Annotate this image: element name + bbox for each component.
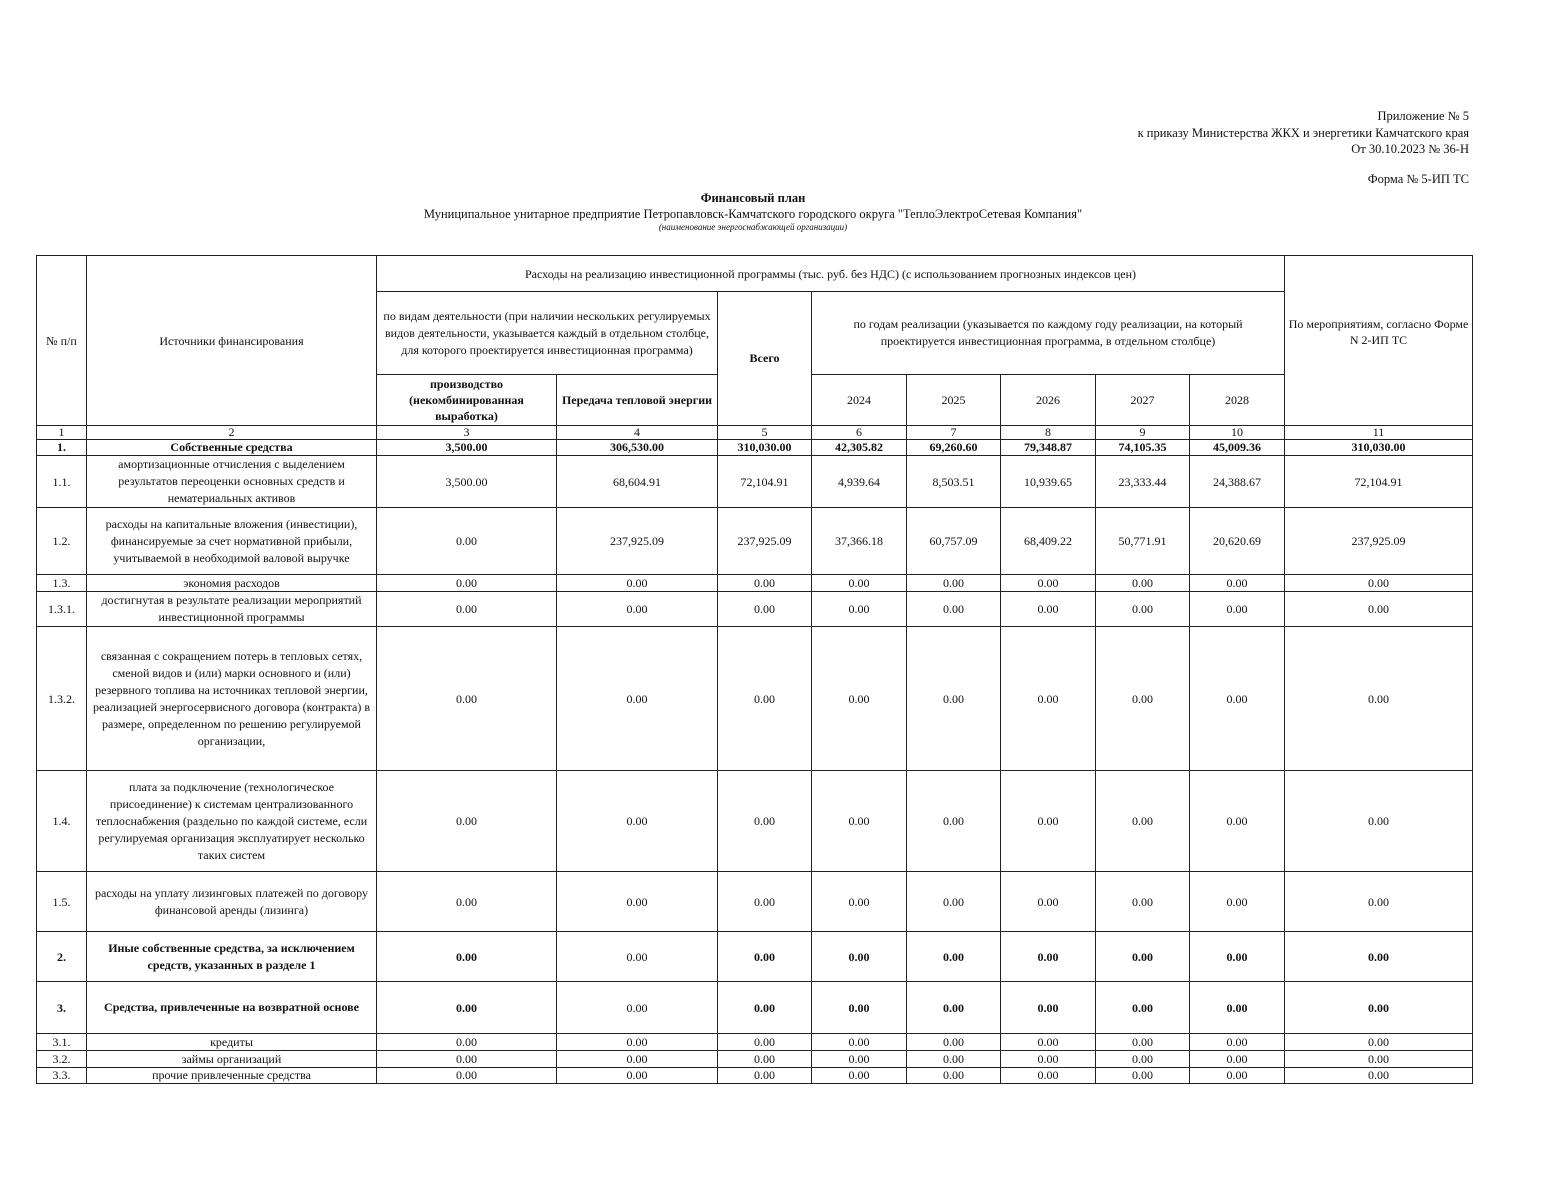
- value-cell: 0.00: [1001, 982, 1096, 1034]
- column-number-cell: 6: [812, 426, 907, 440]
- row-number: 1.: [37, 440, 87, 456]
- value-cell: 0.00: [1190, 771, 1285, 872]
- value-cell: 0.00: [557, 982, 718, 1034]
- order-reference: к приказу Министерства ЖКХ и энергетики Камчатского края: [1137, 125, 1469, 140]
- funding-source-name: Средства, привлеченные на возвратной основе: [87, 982, 377, 1034]
- value-cell: 0.00: [377, 508, 557, 575]
- value-cell: 237,925.09: [557, 508, 718, 575]
- table-row: [37, 982, 1473, 1034]
- row-number: 3.3.: [37, 1068, 87, 1084]
- organization-name: Муниципальное унитарное предприятие Петропавловск-Камчатского городского округа "ТеплоЭлектроСетевая Компания": [423, 207, 1083, 221]
- value-cell: 0.00: [718, 771, 812, 872]
- value-cell: 0.00: [1190, 1034, 1285, 1051]
- header-transmission: Передача тепловой энергии: [557, 375, 718, 426]
- value-cell: 0.00: [1285, 932, 1473, 982]
- value-cell: 0.00: [377, 932, 557, 982]
- value-cell: 72,104.91: [1285, 456, 1473, 508]
- value-cell: 0.00: [1285, 771, 1473, 872]
- value-cell: 0.00: [377, 872, 557, 932]
- value-cell: 60,757.09: [907, 508, 1001, 575]
- value-cell: 0.00: [1190, 872, 1285, 932]
- funding-source-name: расходы на уплату лизинговых платежей по договору финансовой аренды (лизинга): [87, 872, 377, 932]
- funding-source-name: прочие привлеченные средства: [87, 1068, 377, 1084]
- column-number-cell: 7: [907, 426, 1001, 440]
- funding-source-name: кредиты: [87, 1034, 377, 1051]
- column-number-cell: 4: [557, 426, 718, 440]
- column-number-cell: 9: [1096, 426, 1190, 440]
- appendix-label: Приложение № 5: [1377, 109, 1469, 123]
- value-cell: 0.00: [1001, 575, 1096, 592]
- value-cell: 0.00: [812, 592, 907, 627]
- table-row: [37, 1068, 1473, 1084]
- row-number: 1.2.: [37, 508, 87, 575]
- value-cell: 0.00: [907, 771, 1001, 872]
- value-cell: 0.00: [1285, 982, 1473, 1034]
- header-row-1: [37, 256, 1473, 292]
- value-cell: 0.00: [907, 872, 1001, 932]
- value-cell: 0.00: [812, 982, 907, 1034]
- value-cell: 0.00: [1190, 1051, 1285, 1068]
- table-row: [37, 508, 1473, 575]
- value-cell: 0.00: [377, 1051, 557, 1068]
- value-cell: 0.00: [812, 1068, 907, 1084]
- value-cell: 0.00: [1001, 1068, 1096, 1084]
- funding-source-name: достигнутая в результате реализации мероприятий инвестиционной программы: [87, 592, 377, 627]
- value-cell: 0.00: [718, 592, 812, 627]
- value-cell: 0.00: [718, 575, 812, 592]
- column-number-cell: 2: [87, 426, 377, 440]
- value-cell: 0.00: [377, 771, 557, 872]
- value-cell: 0.00: [377, 575, 557, 592]
- header-expenses: Расходы на реализацию инвестиционной программы (тыс. руб. без НДС) (с использованием прогнозных индексов цен): [377, 256, 1285, 292]
- value-cell: 0.00: [1096, 1068, 1190, 1084]
- value-cell: 0.00: [812, 1051, 907, 1068]
- form-number: Форма № 5-ИП ТС: [1367, 172, 1469, 186]
- document-header: [1138, 108, 1469, 158]
- value-cell: 0.00: [1190, 932, 1285, 982]
- value-cell: 0.00: [557, 872, 718, 932]
- value-cell: 310,030.00: [1285, 440, 1473, 456]
- value-cell: 68,409.22: [1001, 508, 1096, 575]
- funding-source-name: Иные собственные средства, за исключением средств, указанных в разделе 1: [87, 932, 377, 982]
- header-year-2024: 2024: [812, 375, 907, 426]
- row-number: 2.: [37, 932, 87, 982]
- table-row: [37, 771, 1473, 872]
- value-cell: 0.00: [377, 627, 557, 771]
- column-number-row: [37, 426, 1473, 440]
- value-cell: 0.00: [1096, 982, 1190, 1034]
- value-cell: 0.00: [377, 982, 557, 1034]
- value-cell: 0.00: [1285, 1068, 1473, 1084]
- value-cell: 24,388.67: [1190, 456, 1285, 508]
- value-cell: 79,348.87: [1001, 440, 1096, 456]
- value-cell: 8,503.51: [907, 456, 1001, 508]
- value-cell: 0.00: [1285, 872, 1473, 932]
- value-cell: 0.00: [907, 627, 1001, 771]
- value-cell: 10,939.65: [1001, 456, 1096, 508]
- value-cell: 0.00: [1096, 932, 1190, 982]
- value-cell: 0.00: [1096, 771, 1190, 872]
- column-number-cell: 3: [377, 426, 557, 440]
- funding-source-name: Собственные средства: [87, 440, 377, 456]
- value-cell: 0.00: [1001, 592, 1096, 627]
- value-cell: 0.00: [1096, 592, 1190, 627]
- value-cell: 0.00: [718, 932, 812, 982]
- value-cell: 0.00: [812, 771, 907, 872]
- value-cell: 0.00: [1096, 627, 1190, 771]
- value-cell: 0.00: [718, 627, 812, 771]
- value-cell: 0.00: [907, 1068, 1001, 1084]
- funding-source-name: связанная с сокращением потерь в тепловых сетях, сменой видов и (или) марки основного и (или) резервного топлива на источниках тепловой энергии, реализацией энергосервисного договора (контракта) в размере, определенном по решению регулируемой организации,: [87, 627, 377, 771]
- value-cell: 0.00: [1001, 932, 1096, 982]
- column-number-cell: 11: [1285, 426, 1473, 440]
- value-cell: 0.00: [557, 1051, 718, 1068]
- value-cell: 0.00: [557, 932, 718, 982]
- table-row: [37, 932, 1473, 982]
- value-cell: 0.00: [1190, 627, 1285, 771]
- value-cell: 3,500.00: [377, 456, 557, 508]
- funding-source-name: амортизационные отчисления с выделением результатов переоценки основных средств и нематериальных активов: [87, 456, 377, 508]
- header-year-2028: 2028: [1190, 375, 1285, 426]
- value-cell: 20,620.69: [1190, 508, 1285, 575]
- value-cell: 4,939.64: [812, 456, 907, 508]
- header-year-2026: 2026: [1001, 375, 1096, 426]
- value-cell: 237,925.09: [1285, 508, 1473, 575]
- funding-source-name: расходы на капитальные вложения (инвестиции), финансируемые за счет нормативной прибыли, учитываемой в необходимой валовой выручке: [87, 508, 377, 575]
- order-date: От 30.10.2023 № 36-Н: [1351, 142, 1469, 156]
- header-year-2025: 2025: [907, 375, 1001, 426]
- value-cell: 0.00: [718, 872, 812, 932]
- value-cell: 0.00: [1190, 1068, 1285, 1084]
- value-cell: 0.00: [1001, 771, 1096, 872]
- column-number-cell: 5: [718, 426, 812, 440]
- row-number: 1.3.2.: [37, 627, 87, 771]
- funding-source-name: плата за подключение (технологическое присоединение) к системам централизованного теплоснабжения (раздельно по каждой системе, если регулируемая организация эксплуатирует несколько таких систем: [87, 771, 377, 872]
- financial-plan-table: [36, 255, 1473, 1084]
- value-cell: 0.00: [1096, 1051, 1190, 1068]
- value-cell: 0.00: [1285, 1051, 1473, 1068]
- value-cell: 0.00: [557, 592, 718, 627]
- value-cell: 0.00: [812, 627, 907, 771]
- table-row: [37, 440, 1473, 456]
- table-row: [37, 872, 1473, 932]
- header-sources: Источники финансирования: [87, 256, 377, 426]
- value-cell: 0.00: [377, 1034, 557, 1051]
- column-number-cell: 1: [37, 426, 87, 440]
- value-cell: 0.00: [812, 1034, 907, 1051]
- value-cell: 69,260.60: [907, 440, 1001, 456]
- column-number-cell: 8: [1001, 426, 1096, 440]
- value-cell: 42,305.82: [812, 440, 907, 456]
- row-number: 3.: [37, 982, 87, 1034]
- funding-source-name: экономия расходов: [87, 575, 377, 592]
- value-cell: 0.00: [1096, 575, 1190, 592]
- value-cell: 0.00: [907, 1034, 1001, 1051]
- value-cell: 0.00: [718, 1051, 812, 1068]
- value-cell: 306,530.00: [557, 440, 718, 456]
- value-cell: 37,366.18: [812, 508, 907, 575]
- value-cell: 3,500.00: [377, 440, 557, 456]
- value-cell: 0.00: [907, 592, 1001, 627]
- value-cell: 50,771.91: [1096, 508, 1190, 575]
- value-cell: 0.00: [718, 1068, 812, 1084]
- value-cell: 0.00: [812, 872, 907, 932]
- value-cell: 0.00: [1001, 872, 1096, 932]
- value-cell: 0.00: [557, 1034, 718, 1051]
- value-cell: 0.00: [907, 982, 1001, 1034]
- row-number: 3.2.: [37, 1051, 87, 1068]
- value-cell: 0.00: [1001, 627, 1096, 771]
- value-cell: 72,104.91: [718, 456, 812, 508]
- value-cell: 23,333.44: [1096, 456, 1190, 508]
- row-number: 3.1.: [37, 1034, 87, 1051]
- table-row: [37, 1051, 1473, 1068]
- value-cell: 0.00: [1190, 982, 1285, 1034]
- value-cell: 0.00: [812, 932, 907, 982]
- value-cell: 0.00: [557, 575, 718, 592]
- value-cell: 0.00: [377, 1068, 557, 1084]
- value-cell: 0.00: [1096, 1034, 1190, 1051]
- value-cell: 0.00: [1190, 592, 1285, 627]
- row-number: 1.5.: [37, 872, 87, 932]
- title-block: [0, 190, 1506, 233]
- value-cell: 0.00: [812, 575, 907, 592]
- value-cell: 310,030.00: [718, 440, 812, 456]
- header-num: № п/п: [37, 256, 87, 426]
- header-year-2027: 2027: [1096, 375, 1190, 426]
- row-number: 1.4.: [37, 771, 87, 872]
- value-cell: 0.00: [557, 771, 718, 872]
- value-cell: 0.00: [1285, 1034, 1473, 1051]
- value-cell: 0.00: [1096, 872, 1190, 932]
- column-number-cell: 10: [1190, 426, 1285, 440]
- document-title: Финансовый план: [700, 191, 806, 205]
- value-cell: 0.00: [1285, 627, 1473, 771]
- value-cell: 74,105.35: [1096, 440, 1190, 456]
- header-by-year: по годам реализации (указывается по каждому году реализации, на который проектируется инвестиционная программа, в отдельном столбце): [812, 292, 1285, 375]
- header-by-measures: По мероприятиям, согласно Форме N 2-ИП ТС: [1285, 256, 1473, 426]
- value-cell: 0.00: [907, 1051, 1001, 1068]
- header-by-activity: по видам деятельности (при наличии нескольких регулируемых видов деятельности, указывается каждый в отдельном столбце, для которого проектируется инвестиционная программа): [377, 292, 718, 375]
- value-cell: 68,604.91: [557, 456, 718, 508]
- value-cell: 0.00: [1285, 592, 1473, 627]
- value-cell: 0.00: [1001, 1051, 1096, 1068]
- row-number: 1.3.: [37, 575, 87, 592]
- table-row: [37, 1034, 1473, 1051]
- value-cell: 0.00: [1001, 1034, 1096, 1051]
- value-cell: 0.00: [907, 932, 1001, 982]
- table-row: [37, 592, 1473, 627]
- organization-caption: (наименование энергоснабжающей организации): [658, 222, 848, 232]
- value-cell: 45,009.36: [1190, 440, 1285, 456]
- value-cell: 0.00: [557, 627, 718, 771]
- row-number: 1.1.: [37, 456, 87, 508]
- header-total: Всего: [718, 292, 812, 426]
- table-row: [37, 456, 1473, 508]
- value-cell: 0.00: [718, 982, 812, 1034]
- header-production: производство (некомбинированная выработка): [377, 375, 557, 426]
- value-cell: 0.00: [907, 575, 1001, 592]
- value-cell: 0.00: [557, 1068, 718, 1084]
- row-number: 1.3.1.: [37, 592, 87, 627]
- funding-source-name: займы организаций: [87, 1051, 377, 1068]
- value-cell: 237,925.09: [718, 508, 812, 575]
- table-row: [37, 627, 1473, 771]
- value-cell: 0.00: [718, 1034, 812, 1051]
- table-row: [37, 575, 1473, 592]
- value-cell: 0.00: [1190, 575, 1285, 592]
- value-cell: 0.00: [377, 592, 557, 627]
- value-cell: 0.00: [1285, 575, 1473, 592]
